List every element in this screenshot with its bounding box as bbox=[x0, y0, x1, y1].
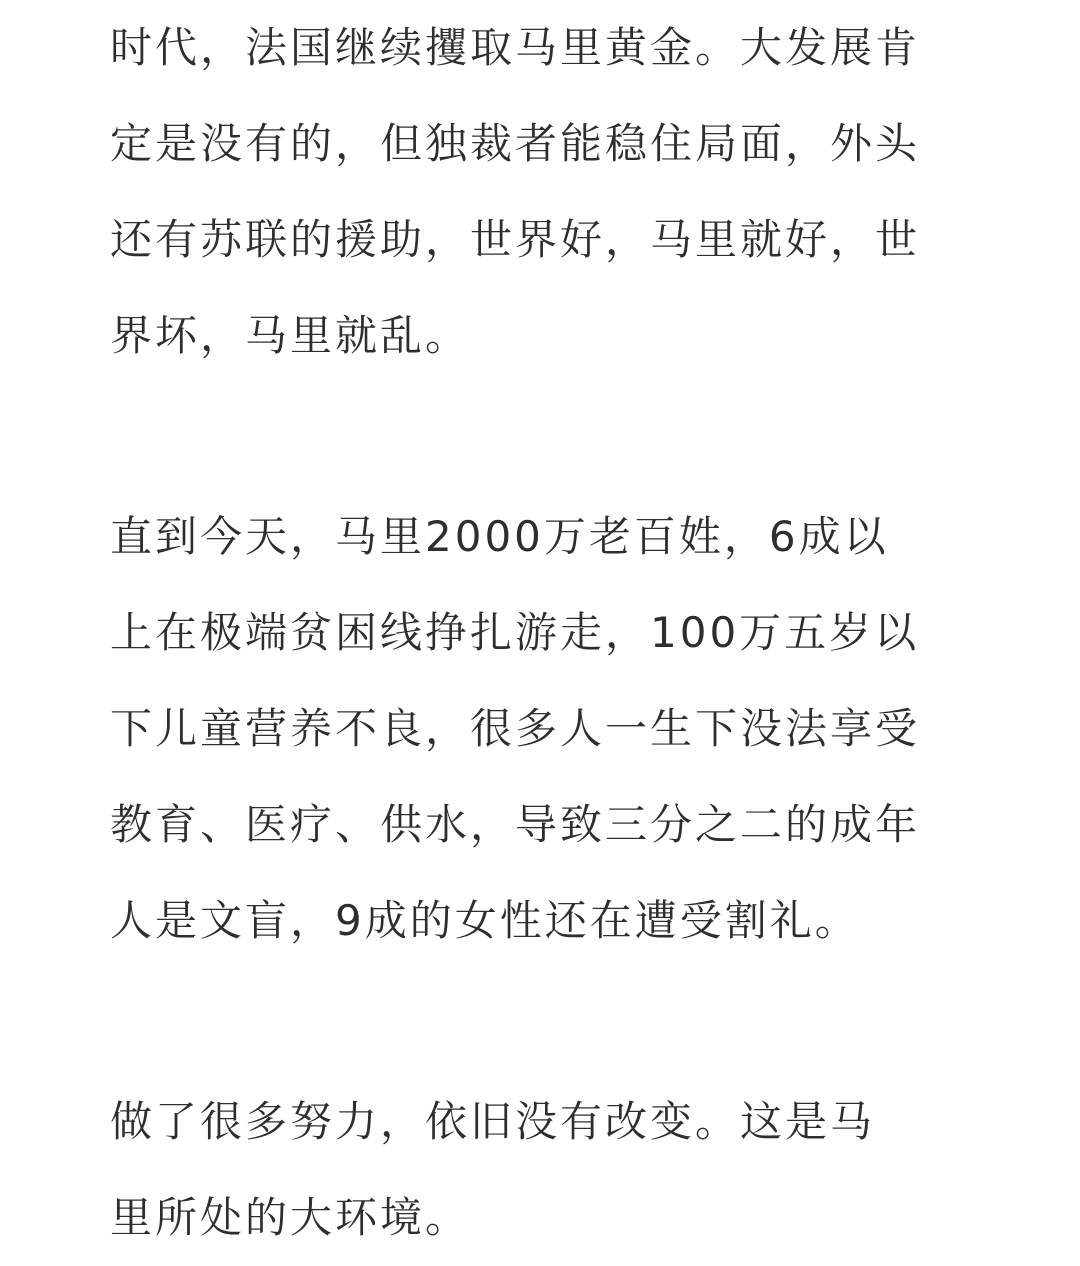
text-line: 下儿童营养不良，很多人一生下没法享受 bbox=[110, 704, 921, 753]
text-line: 定是没有的，但独裁者能稳住局面，外头 bbox=[110, 119, 921, 168]
text-line: 时代，法国继续攫取马里黄金。大发展肯 bbox=[110, 23, 921, 72]
text-line: 界坏，马里就乱。 bbox=[110, 311, 471, 360]
text-line: 还有苏联的援助，世界好，马里就好，世 bbox=[110, 215, 921, 264]
paragraph-spacer bbox=[110, 384, 970, 489]
text-line: 教育、医疗、供水，导致三分之二的成年 bbox=[110, 800, 921, 849]
paragraph-spacer bbox=[110, 969, 970, 1074]
paragraph bbox=[110, 1074, 970, 1266]
paragraph bbox=[110, 0, 970, 384]
text-line: 直到今天，马里2000万老百姓，6成以 bbox=[110, 512, 889, 561]
paragraph bbox=[110, 489, 970, 969]
text-line: 上在极端贫困线挣扎游走，100万五岁以 bbox=[110, 608, 920, 657]
text-line: 人是文盲，9成的女性还在遭受割礼。 bbox=[110, 896, 860, 945]
text-line: 里所处的大环境。 bbox=[110, 1193, 471, 1242]
article-body bbox=[110, 0, 970, 1266]
text-line: 做了很多努力，依旧没有改变。这是马 bbox=[110, 1097, 876, 1146]
